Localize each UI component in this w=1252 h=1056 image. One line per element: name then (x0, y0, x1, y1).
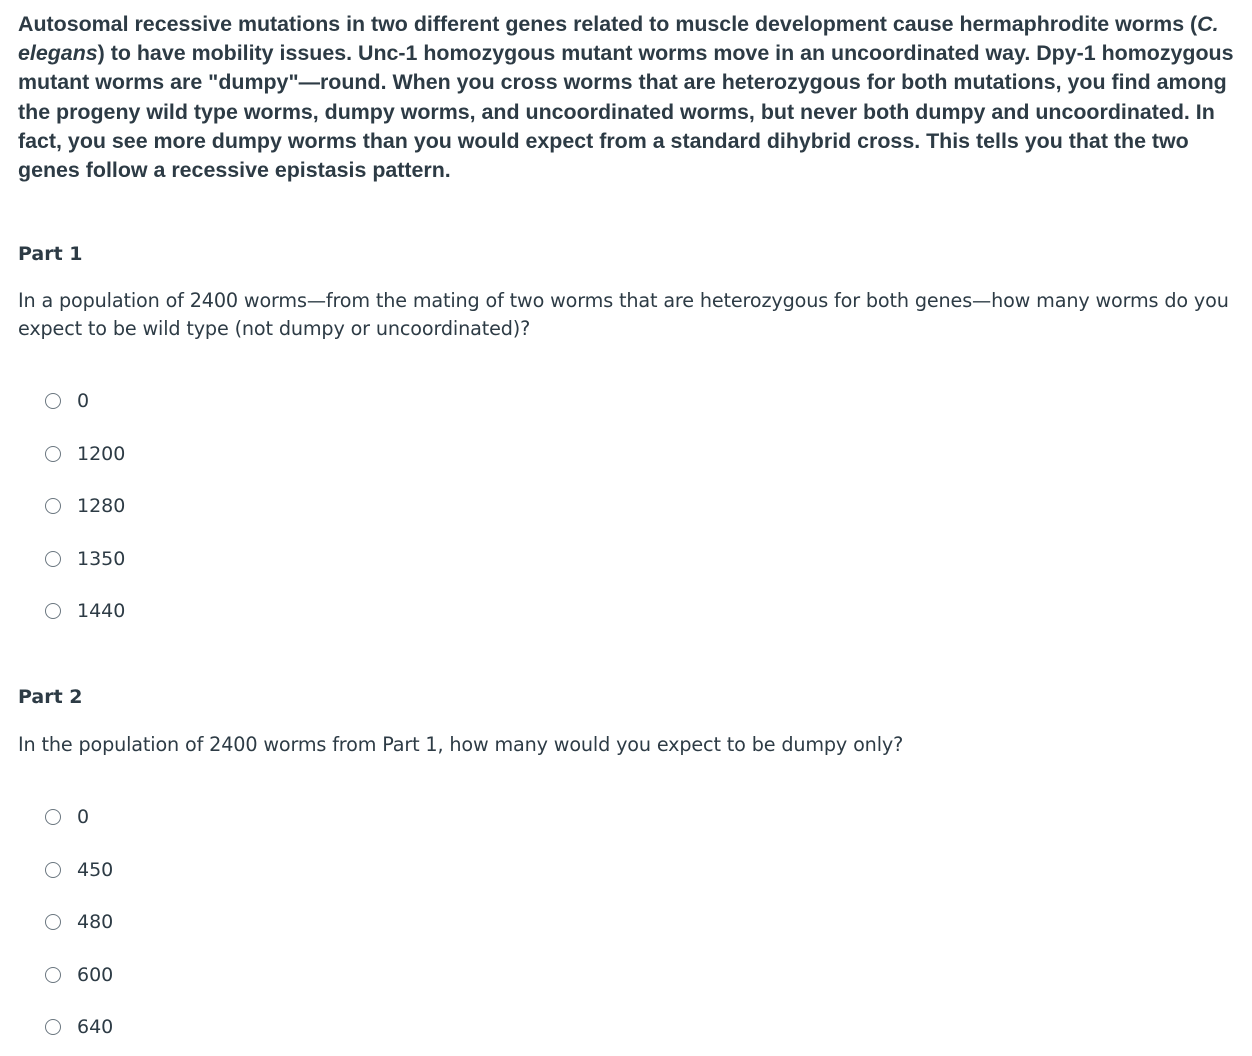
part1-option-1200[interactable] (45, 428, 125, 481)
intro-text-end: ) to have mobility issues. Unc-1 homozygous mutant worms move in an uncoordinated way. Dpy-1 homozygous mutant worms are "dumpy"—round. When you cross worms that are heterozygous for both mutations, you find among the progeny wild type worms, dumpy worms, and uncoordinated worms, but never both dumpy and uncoordinated. In fact, you see more dumpy worms than you would expect from a standard dihybrid cross. This tells you that the two genes follow a recessive epistasis pattern. (18, 41, 1234, 183)
radio-button[interactable] (45, 809, 61, 825)
intro-paragraph (18, 10, 1240, 185)
radio-button[interactable] (45, 551, 61, 567)
intro-text-start: Autosomal recessive mutations in two different genes related to muscle development cause hermaphrodite worms ( (18, 12, 1198, 36)
part2-question: In the population of 2400 worms from Part 1, how many would you expect to be dumpy only? (18, 733, 904, 756)
option-label: 0 (77, 806, 90, 829)
part2-option-450[interactable] (45, 844, 113, 897)
part2-options (18, 791, 113, 1054)
radio-button[interactable] (45, 498, 61, 514)
part1-option-1350[interactable] (45, 533, 125, 586)
option-label: 1280 (77, 495, 126, 518)
option-label: 600 (77, 963, 114, 986)
radio-button[interactable] (45, 446, 61, 462)
part2-option-480[interactable] (45, 896, 113, 949)
radio-button[interactable] (45, 603, 61, 619)
radio-button[interactable] (45, 967, 61, 983)
radio-button[interactable] (45, 393, 61, 409)
part1-option-1440[interactable] (45, 585, 125, 638)
option-label: 1350 (77, 547, 126, 570)
option-label: 450 (77, 858, 114, 881)
intro-species-name: C. elegans (18, 12, 1219, 66)
part2-option-640[interactable] (45, 1001, 113, 1054)
option-label: 480 (77, 911, 114, 934)
quiz-content (18, 10, 1240, 1039)
option-label: 640 (77, 1016, 114, 1039)
radio-button[interactable] (45, 1019, 61, 1035)
option-label: 0 (77, 390, 90, 413)
part1-option-0[interactable] (45, 375, 125, 428)
part1-options (18, 375, 125, 638)
part2-title: Part 2 (18, 686, 83, 708)
part1-question: In a population of 2400 worms—from the mating of two worms that are heterozygous for both genes—how many worms do you expect to be wild type (not dumpy or uncoordinated)? (18, 289, 1229, 340)
part2-option-0[interactable] (45, 791, 113, 844)
radio-button[interactable] (45, 862, 61, 878)
part1-title: Part 1 (18, 243, 83, 265)
part2-option-600[interactable] (45, 949, 113, 1002)
option-label: 1440 (77, 600, 126, 623)
part1-option-1280[interactable] (45, 480, 125, 533)
radio-button[interactable] (45, 914, 61, 930)
option-label: 1200 (77, 442, 126, 465)
